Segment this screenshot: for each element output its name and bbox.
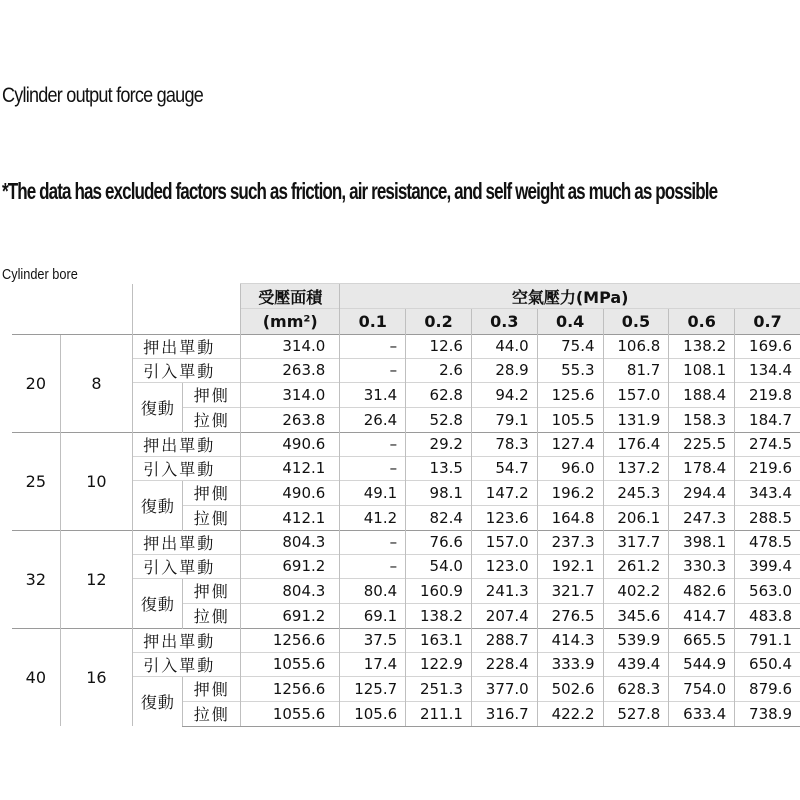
area-cell: 490.6 (241, 480, 340, 505)
force-value: 650.4 (735, 652, 800, 676)
force-value: – (340, 456, 406, 480)
mode-double: 復動 (133, 480, 183, 530)
area-cell: 314.0 (241, 382, 340, 407)
force-value: 94.2 (471, 382, 537, 407)
force-value: 81.7 (603, 358, 669, 382)
force-value: 754.0 (669, 676, 735, 701)
force-value: 192.1 (537, 554, 603, 578)
force-value: 158.3 (669, 407, 735, 432)
force-value: 402.2 (603, 578, 669, 603)
mode-pull-single: 引入單動 (133, 652, 241, 676)
force-value: 317.7 (603, 530, 669, 554)
force-value: 123.6 (471, 505, 537, 530)
bore-cell: 40 (12, 628, 60, 726)
force-value: 228.4 (471, 652, 537, 676)
force-value: 163.1 (406, 628, 472, 652)
force-value: 75.4 (537, 334, 603, 358)
mode-push-side: 押側 (183, 480, 241, 505)
force-value: 62.8 (406, 382, 472, 407)
force-value: 37.5 (340, 628, 406, 652)
force-value: 157.0 (471, 530, 537, 554)
force-value: 13.5 (406, 456, 472, 480)
force-value: 288.5 (735, 505, 800, 530)
mode-pull-side: 拉側 (183, 603, 241, 628)
force-value: 527.8 (603, 701, 669, 726)
force-value: 82.4 (406, 505, 472, 530)
mode-double: 復動 (133, 676, 183, 726)
header-pressure-value: 0.2 (406, 309, 472, 334)
area-cell: 1256.6 (241, 628, 340, 652)
force-value: 125.6 (537, 382, 603, 407)
force-value: 628.3 (603, 676, 669, 701)
force-value: 563.0 (735, 578, 800, 603)
force-value: 196.2 (537, 480, 603, 505)
force-value: 544.9 (669, 652, 735, 676)
area-cell: 1055.6 (241, 652, 340, 676)
mode-pull-side: 拉側 (183, 407, 241, 432)
header-rod-cell (60, 284, 133, 335)
header-pressure-value: 0.3 (471, 309, 537, 334)
force-value: 31.4 (340, 382, 406, 407)
rod-cell: 16 (60, 628, 133, 726)
force-value: 157.0 (603, 382, 669, 407)
force-value: 377.0 (471, 676, 537, 701)
force-value: 52.8 (406, 407, 472, 432)
force-value: 207.4 (471, 603, 537, 628)
force-value: 414.7 (669, 603, 735, 628)
force-value: 251.3 (406, 676, 472, 701)
force-value: 17.4 (340, 652, 406, 676)
force-value: 483.8 (735, 603, 800, 628)
force-value: 138.2 (669, 334, 735, 358)
force-value: 316.7 (471, 701, 537, 726)
force-value: 288.7 (471, 628, 537, 652)
force-value: 206.1 (603, 505, 669, 530)
force-value: 131.9 (603, 407, 669, 432)
header-area-unit: (mm²) (241, 309, 340, 334)
table-row (12, 334, 800, 358)
rod-cell: 12 (60, 530, 133, 628)
bore-cell: 20 (12, 334, 60, 432)
force-value: 164.8 (537, 505, 603, 530)
area-cell: 490.6 (241, 432, 340, 456)
force-value: 44.0 (471, 334, 537, 358)
mode-push-single: 押出單動 (133, 530, 241, 554)
force-value: 169.6 (735, 334, 800, 358)
force-value: 108.1 (669, 358, 735, 382)
mode-push-single: 押出單動 (133, 432, 241, 456)
force-value: 54.0 (406, 554, 472, 578)
rod-cell: 10 (60, 432, 133, 530)
mode-pull-side: 拉側 (183, 505, 241, 530)
mode-double: 復動 (133, 578, 183, 628)
mode-pull-single: 引入單動 (133, 456, 241, 480)
force-value: 294.4 (669, 480, 735, 505)
force-value: 247.3 (669, 505, 735, 530)
force-value: 2.6 (406, 358, 472, 382)
area-cell: 691.2 (241, 603, 340, 628)
mode-push-side: 押側 (183, 578, 241, 603)
force-gauge-table (12, 283, 800, 727)
force-value: 237.3 (537, 530, 603, 554)
force-value: 241.3 (471, 578, 537, 603)
page-title: Cylinder output force gauge (2, 84, 203, 107)
force-value: 160.9 (406, 578, 472, 603)
mode-pull-single: 引入單動 (133, 358, 241, 382)
force-value: 127.4 (537, 432, 603, 456)
force-value: 105.5 (537, 407, 603, 432)
header-bore-cell (12, 284, 60, 335)
mode-pull-side: 拉側 (183, 701, 241, 726)
area-cell: 804.3 (241, 530, 340, 554)
table-row (12, 432, 800, 456)
force-value: – (340, 334, 406, 358)
force-value: 219.6 (735, 456, 800, 480)
header-pressure-value: 0.7 (735, 309, 800, 334)
force-value: 41.2 (340, 505, 406, 530)
force-value: 422.2 (537, 701, 603, 726)
header-pressure: 空氣壓力(MPa) (340, 284, 800, 309)
force-value: 274.5 (735, 432, 800, 456)
header-pressure-value: 0.5 (603, 309, 669, 334)
mode-push-single: 押出單動 (133, 628, 241, 652)
rod-cell: 8 (60, 334, 133, 432)
force-value: 330.3 (669, 554, 735, 578)
mode-double: 復動 (133, 382, 183, 432)
force-value: 122.9 (406, 652, 472, 676)
header-action-cell (133, 284, 241, 335)
force-value: 78.3 (471, 432, 537, 456)
force-value: 49.1 (340, 480, 406, 505)
force-value: 176.4 (603, 432, 669, 456)
force-value: 439.4 (603, 652, 669, 676)
force-value: 345.6 (603, 603, 669, 628)
force-value: 79.1 (471, 407, 537, 432)
force-value: 502.6 (537, 676, 603, 701)
area-cell: 412.1 (241, 456, 340, 480)
force-value: – (340, 358, 406, 382)
force-value: 147.2 (471, 480, 537, 505)
force-value: – (340, 432, 406, 456)
force-value: 96.0 (537, 456, 603, 480)
area-cell: 263.8 (241, 358, 340, 382)
label-cylinder-bore: Cylinder bore (2, 266, 78, 283)
mode-push-side: 押側 (183, 382, 241, 407)
bore-cell: 32 (12, 530, 60, 628)
force-value: 12.6 (406, 334, 472, 358)
bore-cell: 25 (12, 432, 60, 530)
force-value: 105.6 (340, 701, 406, 726)
force-value: 211.1 (406, 701, 472, 726)
force-value: 879.6 (735, 676, 800, 701)
force-value: 478.5 (735, 530, 800, 554)
header-area: 受壓面積 (241, 284, 340, 309)
force-value: 482.6 (669, 578, 735, 603)
force-value: 184.7 (735, 407, 800, 432)
header-pressure-value: 0.4 (537, 309, 603, 334)
force-value: 245.3 (603, 480, 669, 505)
force-value: 398.1 (669, 530, 735, 554)
force-value: – (340, 530, 406, 554)
header-pressure-value: 0.6 (669, 309, 735, 334)
force-value: 188.4 (669, 382, 735, 407)
force-value: 665.5 (669, 628, 735, 652)
table-row (12, 530, 800, 554)
force-value: 633.4 (669, 701, 735, 726)
force-value: 414.3 (537, 628, 603, 652)
area-cell: 804.3 (241, 578, 340, 603)
mode-push-side: 押側 (183, 676, 241, 701)
force-value: 28.9 (471, 358, 537, 382)
area-cell: 412.1 (241, 505, 340, 530)
mode-pull-single: 引入單動 (133, 554, 241, 578)
force-value: 98.1 (406, 480, 472, 505)
force-value: 29.2 (406, 432, 472, 456)
force-value: 333.9 (537, 652, 603, 676)
force-value: 539.9 (603, 628, 669, 652)
force-value: 76.6 (406, 530, 472, 554)
force-value: 219.8 (735, 382, 800, 407)
force-value: 125.7 (340, 676, 406, 701)
area-cell: 1055.6 (241, 701, 340, 726)
force-value: 134.4 (735, 358, 800, 382)
force-value: 69.1 (340, 603, 406, 628)
force-value: 399.4 (735, 554, 800, 578)
force-value: 343.4 (735, 480, 800, 505)
force-value: – (340, 554, 406, 578)
area-cell: 1256.6 (241, 676, 340, 701)
force-value: 261.2 (603, 554, 669, 578)
force-value: 138.2 (406, 603, 472, 628)
force-value: 791.1 (735, 628, 800, 652)
table-row (12, 628, 800, 652)
area-cell: 691.2 (241, 554, 340, 578)
force-value: 123.0 (471, 554, 537, 578)
force-value: 55.3 (537, 358, 603, 382)
force-value: 178.4 (669, 456, 735, 480)
force-value: 54.7 (471, 456, 537, 480)
force-value: 26.4 (340, 407, 406, 432)
area-cell: 263.8 (241, 407, 340, 432)
area-cell: 314.0 (241, 334, 340, 358)
force-value: 738.9 (735, 701, 800, 726)
force-value: 321.7 (537, 578, 603, 603)
force-value: 225.5 (669, 432, 735, 456)
mode-push-single: 押出單動 (133, 334, 241, 358)
force-value: 137.2 (603, 456, 669, 480)
disclaimer-note: *The data has excluded factors such as friction, air resistance, and self weight as much as possible (2, 178, 718, 204)
force-value: 80.4 (340, 578, 406, 603)
header-pressure-value: 0.1 (340, 309, 406, 334)
force-value: 276.5 (537, 603, 603, 628)
force-value: 106.8 (603, 334, 669, 358)
